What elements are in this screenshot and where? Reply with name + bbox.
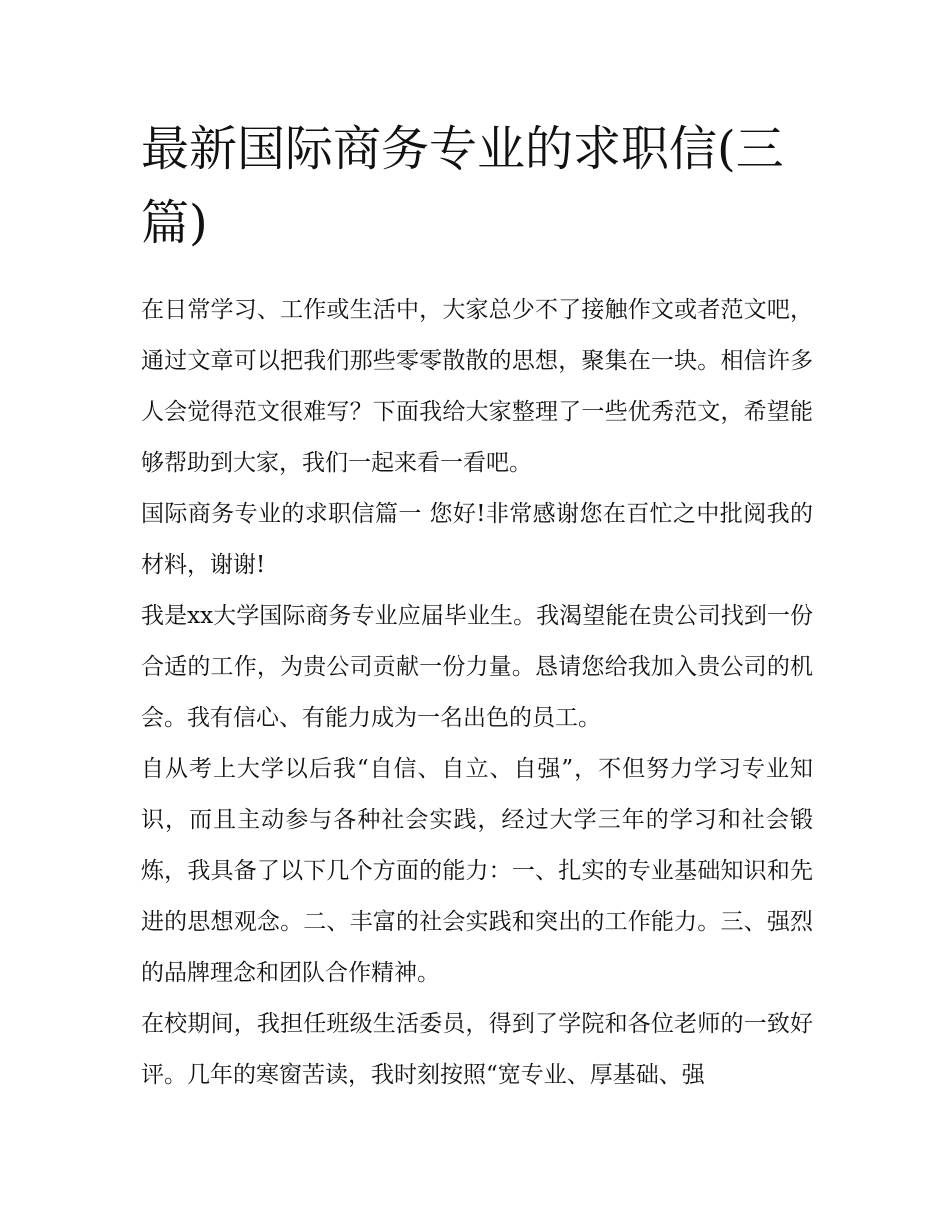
paragraph-greeting: 国际商务专业的求职信篇一 您好!非常感谢您在百忙之中批阅我的材料，谢谢!	[141, 501, 813, 578]
page-title: 最新国际商务专业的求职信(三篇)	[141, 121, 784, 251]
document-body	[141, 285, 813, 1101]
paragraph-campus-experience: 在校期间，我担任班级生活委员，得到了学院和各位老师的一致好评。几年的寒窗苦读，我时刻按照“宽专业、厚基础、强	[141, 1011, 813, 1088]
document-page	[141, 112, 813, 1101]
paragraph-abilities: 自从考上大学以后我“自信、自立、自强”，不但努力学习专业知识，而且主动参与各种社会实践，经过大学三年的学习和社会锻炼，我具备了以下几个方面的能力：一、扎实的专业基础知识和先进的思想观念。二、丰富的社会实践和突出的工作能力。三、强烈的品牌理念和团队合作精神。	[141, 756, 813, 986]
paragraph-self-introduction: 我是xx大学国际商务专业应届毕业生。我渴望能在贵公司找到一份合适的工作，为贵公司贡献一份力量。恳请您给我加入贵公司的机会。我有信心、有能力成为一名出色的员工。	[141, 603, 813, 731]
paragraph-intro: 在日常学习、工作或生活中，大家总少不了接触作文或者范文吧，通过文章可以把我们那些零零散散的思想，聚集在一块。相信许多人会觉得范文很难写？下面我给大家整理了一些优秀范文，希望能够帮助到大家，我们一起来看一看吧。	[141, 297, 813, 476]
